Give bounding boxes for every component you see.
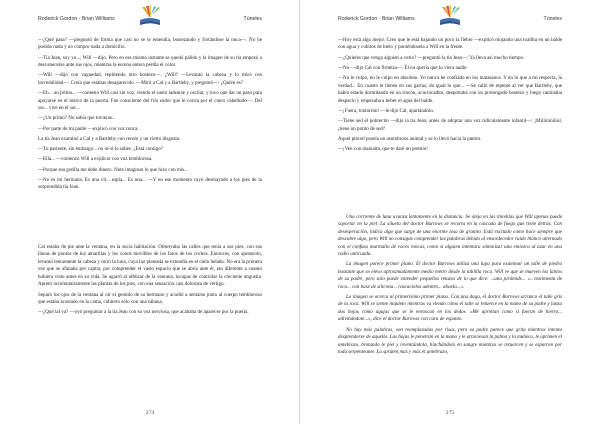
header-title: Túneles [243, 16, 262, 22]
header-author: Roderick Gordon - Brian Williams [338, 16, 415, 22]
italic-paragraph: No hay más palabras, son reemplazadas por risas, pero su padre parece que grita mientras intenta desprenderse de aquello. Las hojas le penetran en la mano y le atraviesan la palma y la muñeca, le oprimen el antebrazo, brotando le piel y reventándola, hinchándola en sangre mientras se retuercen y se esparcen por toda serpenteante. La sprúten más y más el antebrazo, [338, 326, 562, 355]
paragraph: —¿Qué pasa? —preguntó de forma que casi no se le entendía, bostezando y frotándose la nuca—. No he podido nada y no compro nada a domicilio. [38, 37, 262, 51]
paragraph: —No le culpo, no le culpo en absoluto. Yo nunca he confiado en los matasanos. Y en lo que a mí respecta, la verdad... En cuanto te tienen en sus garras, da igual lo que... —Se calló de repente al ver que Bartleby, que había estado dormitando en un rincón, acurrucadito, despertaba con un prolongado bostezo y luego caminaba despacio y empezaba a beber el agua del balde. [338, 75, 562, 104]
publisher-logo-icon [137, 4, 163, 28]
page-number: 275 [445, 410, 455, 416]
paragraph: —No —dijo Cal con firmeza—. Él no quería que lo viera nadie. [338, 64, 468, 71]
paragraph: —No es mi hermana. Es una vil... espía... Es una... —Y en ese momento cayó desmayado a los pies de la sorprendida tía Jean. [38, 176, 262, 191]
paragraph: —Tía Jean, soy yo..., Will —dijo. Pero en ese mismo instante se quedó pálido y la imagen de su tía empezó a desvanecerse ante sus ojos, mientras la escena entera perdía el color. [38, 54, 262, 69]
paragraph: —Ella... —comenzó Will a explicar con voz temblorosa. [38, 156, 153, 163]
right-body-top [338, 37, 562, 156]
right-page [300, 0, 600, 424]
paragraph: —Por parte de mi padre —explicó con voz ronca. [38, 125, 139, 132]
paragraph: —¡Fuera, tontorrón! —le dijo Cal, apartándolo. [338, 107, 435, 114]
paragraph: Separó los ojos de la ventana al oír el gemido de su hermano y acudió a sentarse junto al cuerpo tembloroso que estaba acostado en la cama, cubierto sólo con una sábana. [38, 291, 262, 305]
left-body-top [38, 37, 262, 194]
paragraph: —¡Ven con mamaita, que te daré un premio! [338, 146, 428, 153]
paragraph: —Will —dijo con vaguedad, repitiendo otro bostezo—. ¿Will? —Levantó la cabeza y lo miró con incredulidad—. Creía que estabas desaparecido. —Miró a Cal y a Bartleby, y preguntó—: ¿Quién es? [38, 72, 262, 86]
paragraph: —¿Quieres que venga alguien a verlo? —preguntó la tía Jean—. Ya lleva así mucho tiempo. [338, 54, 525, 61]
paragraph: —Tiene sed el pobrecito —dijo la tía Jean, antes de adoptar una voz ridículamente infantil—: ¡Miiiininiiiol, ¡tiene un potito de sed? [338, 118, 562, 132]
italic-paragraph: La imagen parece primer plano. El doctor Burrows utiliza una lupa para examinar un talle de piedra bastante que se eleva aproximadamente medio metro desde la tablilla roca. Will ve que se mueven los labios de su padre, pero sólo puede entender pequeños retazos de lo que dice: ...una pirámide... «...vestimenta de roca... con base de silicona... rascacielos adentro... abuela...». [338, 261, 562, 290]
italic-paragraph: La imagen se acerca al primerísimo primer plano. Con una daga, el doctor Burrows arranca el talle gris de la roca. Will se siente inquieto mientras va viendo cómo el talle se retuerce en la mano de su padre y lanza dos hojas como agujas que se le enroscan en los dedos. «Me apriétan como si fueran de hierro... adivinándote...», dice el doctor Burrows con cara de espanto. [338, 294, 562, 323]
header-title: Túneles [543, 16, 562, 22]
italic-paragraph: Una corriente de luna avanza lentamente en la distancia. Se aleja en las tinieblas que Will apenas puede soportar en la piel. La silueta del doctor Burrows se recorta en la cascada de fuego que tiene detrás. Con desesperación, indica algo que surge de una enorme losa de granito. Está excitado como hace siempre que descubre algo, pero Will no consigue comprender las palabras debido al ensordecedor ruido blanco alternado con el confuso murmullo de voces roncas, como si alguien intentara sintonizar una emisora al azar en una radio anticuada. [338, 214, 562, 258]
publisher-logo-icon [437, 4, 463, 28]
paragraph: Aquel pitorel poseía un asombroso animal y se lo llevó hacia la puerta. [338, 135, 482, 142]
paragraph: —¿Un primo? No sabía que tuvieras... [38, 115, 116, 122]
paragraph: —Tu pariente, sin embargo... no sé si lo sabes. ¿Está contigo? [38, 146, 163, 153]
paragraph: —Eh... un primo... —contestó Will casi sin voz, viendo el suelo ladearse y oscilar, y tuvo que dar un paso para apoyarse en el marco de la puerta. Fue consciente del frío sudor que le corría por el cuero cabelludo—. Del sur... vive en el sur... [38, 90, 262, 112]
paragraph: —Hoy está algo mejor. Creo que le está bajando un poco la fiebre —explicó mojando una toallita en un balde con agua y cubitos de hielo y poniéndosela a Will en la frente. [338, 37, 562, 51]
header-author: Roderick Gordon - Brian Williams [38, 16, 115, 22]
paragraph: Cal estaba de pie ante la ventana, en la sucia habitación. Observaba las calles que tenía a sus pies, con sus líneas de puntos de luz amarillas y los conos movibles de los faros de los coches. Entonces, con aprensión, levantó lentamente la cabeza y miró la luna, cuya luz plateada se extendía en el cielo helado. No era la primera vez que se afanaba por captar, por comprender el vasto espacio que se abría ante él, tan diferente a cuanto hubiera visto antes en su vida. Se agarró al alféizar de la ventana, incapaz de controlar la creciente angustia. Apretó involuntariamente las plantas de los pies, con una sensación casi dolorosa de vértigo. [38, 244, 262, 288]
paragraph: —Porque esa gotilla me debe dinero. Note imaginas lo que hizo con mis... [38, 166, 188, 173]
left-body-bottom [38, 244, 262, 319]
paragraph: La tía Jean examinó a Cal y a Bartleby con recelo y un cierto disgusto. [38, 135, 181, 142]
page-number: 274 [145, 410, 155, 416]
paragraph: —¿Qué tal va? —oyó preguntar a la tía Jean con su voz nerviosa, que acababa de aparecer por la puerta. [38, 309, 249, 316]
right-italic-block [338, 214, 562, 359]
